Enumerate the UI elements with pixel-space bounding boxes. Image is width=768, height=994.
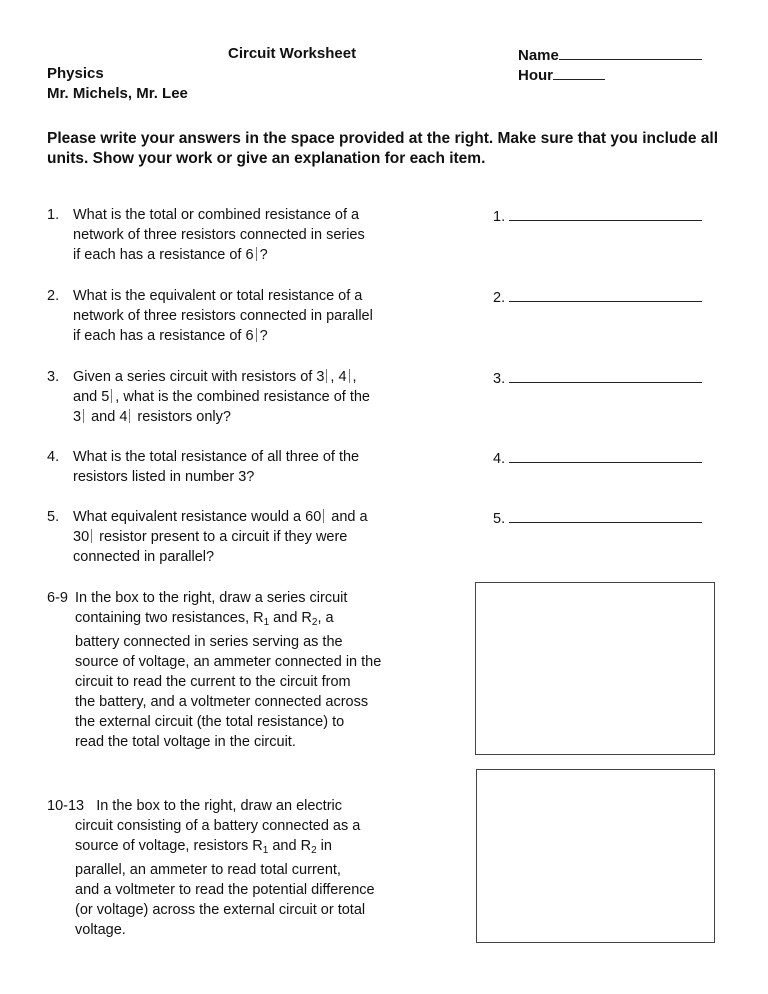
- question-line: What is the equivalent or total resistance of a: [73, 288, 363, 304]
- name-label: Name: [518, 47, 559, 64]
- ohm-symbol-icon: [326, 369, 327, 383]
- answer-blank[interactable]: [509, 447, 702, 463]
- task-number: 10-13: [47, 798, 85, 814]
- ohm-symbol-icon: [83, 409, 84, 423]
- question-1: 1. What is the total or combined resistance of a network of three resistors connected in series if each has a resistance of 6 ?: [47, 205, 477, 265]
- question-4: [47, 447, 477, 487]
- drawing-task-10-13: 10-13 In the box to the right, draw an electric circuit consisting of a battery connected as a source of voltage, resistors $R_1$ and $R_2$ in parallel, an ammeter to read total current, and a voltmeter to read the potential difference (or voltage) across the external circuit or total voltage.: [47, 798, 375, 938]
- name-field[interactable]: [518, 44, 702, 66]
- question-number: 5.: [47, 509, 60, 525]
- question-line: network of three resistors connected in parallel: [73, 308, 373, 324]
- drawing-task-6-9: 6-9 In the box to the right, draw a series circuit containing two resistances, $R_1$ and $R_2$, a battery connected in series serving as the source of voltage, an ammeter connected in the circuit to read the current to the circuit from the battery, and a voltmeter connected across the external circuit (the total resistance) to read the total voltage in the circuit.: [47, 590, 382, 750]
- name-blank[interactable]: [559, 44, 702, 60]
- ohm-symbol-icon: [111, 389, 112, 403]
- ohm-symbol-icon: [256, 328, 257, 342]
- answer-blank[interactable]: [509, 507, 702, 523]
- ohm-symbol-icon: [349, 369, 350, 383]
- answer-label: 2.: [493, 290, 506, 306]
- answer-1[interactable]: [493, 205, 702, 227]
- hour-label: Hour: [518, 67, 553, 84]
- question-line: What is the total resistance of all three of the: [73, 449, 360, 465]
- question-line: resistors listed in number 3?: [73, 469, 255, 485]
- answer-4[interactable]: [493, 447, 702, 469]
- question-line: network of three resistors connected in series: [73, 227, 365, 243]
- task-number: 6-9: [47, 590, 68, 606]
- answer-5[interactable]: [493, 507, 702, 529]
- worksheet-title: Circuit Worksheet: [228, 45, 357, 62]
- question-line: if each has a resistance of 6: [73, 328, 254, 344]
- ohm-symbol-icon: [129, 409, 130, 423]
- ohm-symbol-icon: [256, 247, 257, 261]
- ohm-symbol-icon: [91, 529, 92, 543]
- answer-label: 4.: [493, 451, 506, 467]
- instructions: Please write your answers in the space provided at the right. Make sure that you include all units. Show your work or give an explanation for each item.: [47, 130, 719, 167]
- answer-2[interactable]: [493, 286, 702, 308]
- question-number: 3.: [47, 369, 60, 385]
- question-2: 2. What is the equivalent or total resistance of a network of three resistors connected in parallel if each has a resistance of 6 ?: [47, 286, 477, 346]
- answer-blank[interactable]: [509, 286, 702, 302]
- answer-label: 1.: [493, 209, 506, 225]
- hour-blank[interactable]: [553, 64, 605, 80]
- question-3: 3. Given a series circuit with resistors of 3 , 4 , and 5 , what is the combined resistance of the 3 and 4 resistors only?: [47, 369, 370, 425]
- subject-label: Physics: [47, 65, 104, 82]
- hour-field[interactable]: [518, 64, 605, 86]
- drawing-box-parallel-circuit[interactable]: [476, 769, 715, 943]
- question-number: 4.: [47, 449, 60, 465]
- question-line: What is the total or combined resistance of a: [73, 207, 360, 223]
- answer-label: 3.: [493, 371, 506, 387]
- drawing-box-series-circuit[interactable]: [475, 582, 715, 755]
- ohm-symbol-icon: [323, 509, 324, 523]
- teachers-label: Mr. Michels, Mr. Lee: [47, 85, 188, 102]
- answer-blank[interactable]: [509, 367, 702, 383]
- question-number: 2.: [47, 288, 60, 304]
- question-5: 5. What equivalent resistance would a 60 and a 30 resistor present to a circuit if they were connected in parallel?: [47, 509, 368, 565]
- answer-label: 5.: [493, 511, 506, 527]
- question-line: if each has a resistance of 6: [73, 247, 254, 263]
- answer-blank[interactable]: [509, 205, 702, 221]
- answer-3[interactable]: [493, 367, 702, 389]
- question-number: 1.: [47, 207, 60, 223]
